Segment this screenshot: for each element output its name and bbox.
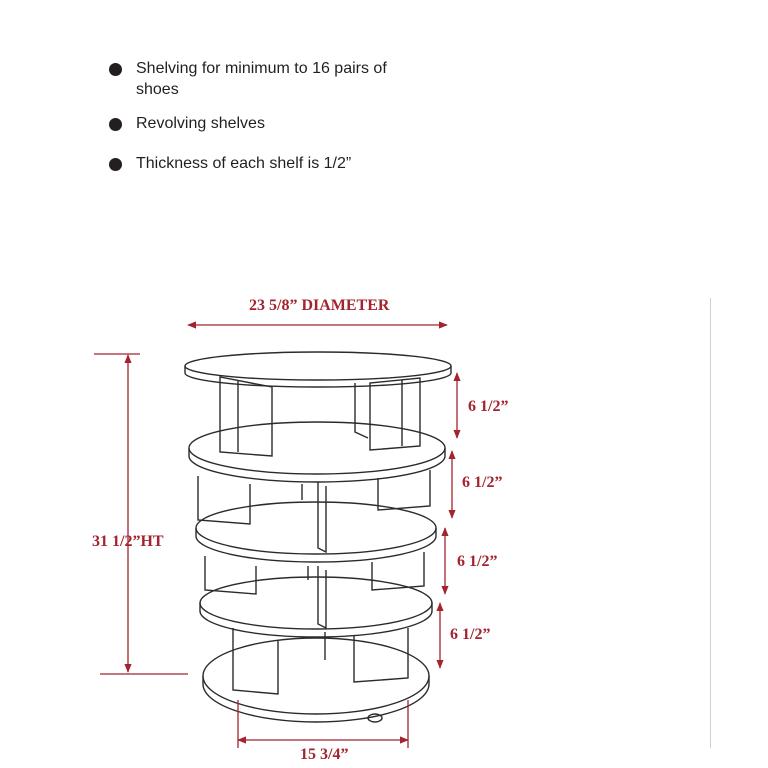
shelf-3 — [196, 502, 436, 562]
rack-line-art — [185, 352, 451, 722]
tier-3-dividers — [205, 552, 424, 628]
base-shelf — [203, 638, 429, 722]
top-shelf — [185, 352, 451, 387]
height-label: 31 1/2”HT — [92, 533, 164, 550]
base-label: 15 3/4” — [300, 746, 349, 763]
tier-2-label: 6 1/2” — [462, 474, 503, 491]
tier-3-label: 6 1/2” — [457, 553, 498, 570]
divider-line — [710, 298, 711, 748]
feature-text: Thickness of each shelf is 1/2” — [136, 155, 352, 172]
tier-4-label: 6 1/2” — [450, 626, 491, 643]
tier-1-label: 6 1/2” — [468, 398, 509, 415]
feature-text: Revolving shelves — [136, 115, 265, 132]
tier-1-dividers — [220, 377, 420, 456]
feature-text: Shelving for minimum to 16 pairs of shoes — [136, 60, 387, 98]
diameter-label: 23 5/8” DIAMETER — [249, 297, 390, 314]
shelf-4 — [200, 577, 432, 637]
